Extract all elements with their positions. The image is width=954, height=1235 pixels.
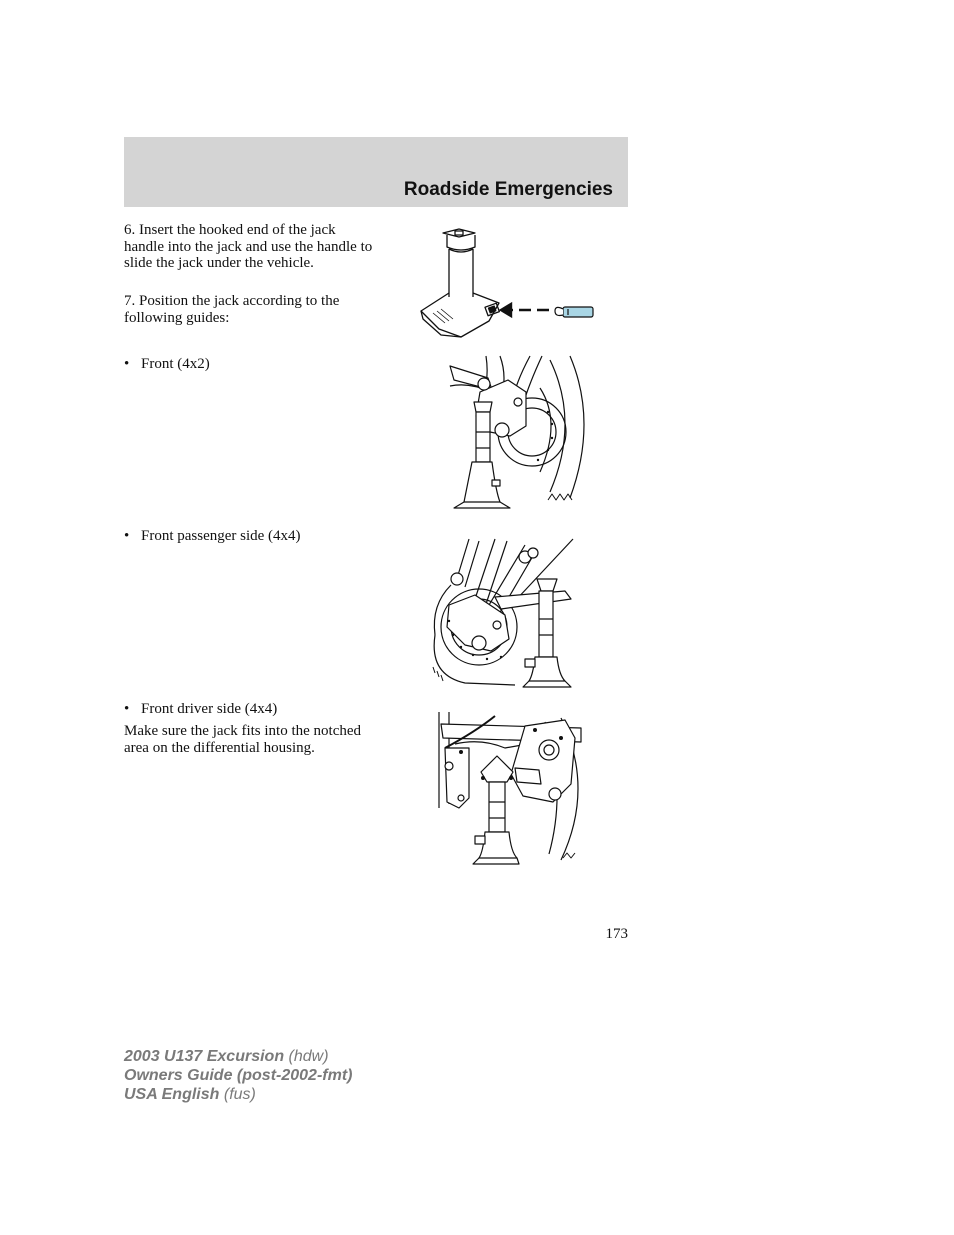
document-footer [124, 1047, 352, 1104]
footer-language: USA English [124, 1086, 220, 1103]
footer-line-3 [124, 1085, 352, 1104]
footer-line-1 [124, 1047, 352, 1066]
step-7-text: 7. Position the jack according to the following guides: [124, 293, 340, 326]
front-driver-4x4-jack-point-illustration [435, 708, 590, 868]
footer-language-code: (fus) [223, 1086, 256, 1103]
page-number: 173 [605, 926, 628, 942]
jack-handle-illustration [415, 225, 600, 340]
bullet-dot: • [124, 356, 130, 372]
bullet-dot: • [124, 701, 130, 717]
differential-note: Make sure the jack fits into the notched area on the differential housing. [124, 723, 362, 756]
bullet-front-passenger-4x4 [124, 528, 301, 545]
footer-model: 2003 U137 Excursion [124, 1048, 285, 1065]
step-6-text: 6. Insert the hooked end of the jack handle into the jack and use the handle to slide the jack under the vehicle. [124, 222, 373, 271]
section-title: Roadside Emergencies [403, 179, 613, 200]
bullet-label: Front (4x2) [141, 356, 210, 372]
front-4x2-jack-point-illustration [430, 352, 590, 512]
footer-line-2 [124, 1066, 352, 1085]
bullet-label: Front passenger side (4x4) [141, 528, 301, 544]
bullet-dot: • [124, 528, 130, 544]
bullet-label: Front driver side (4x4) [141, 701, 278, 717]
section-header-band [124, 137, 628, 207]
bullet-front-driver-4x4 [124, 701, 277, 718]
footer-model-code: (hdw) [288, 1048, 329, 1065]
footer-guide: Owners Guide (post-2002-fmt) [124, 1067, 353, 1084]
front-passenger-4x4-jack-point-illustration [425, 535, 585, 690]
bullet-front-4x2 [124, 356, 210, 373]
